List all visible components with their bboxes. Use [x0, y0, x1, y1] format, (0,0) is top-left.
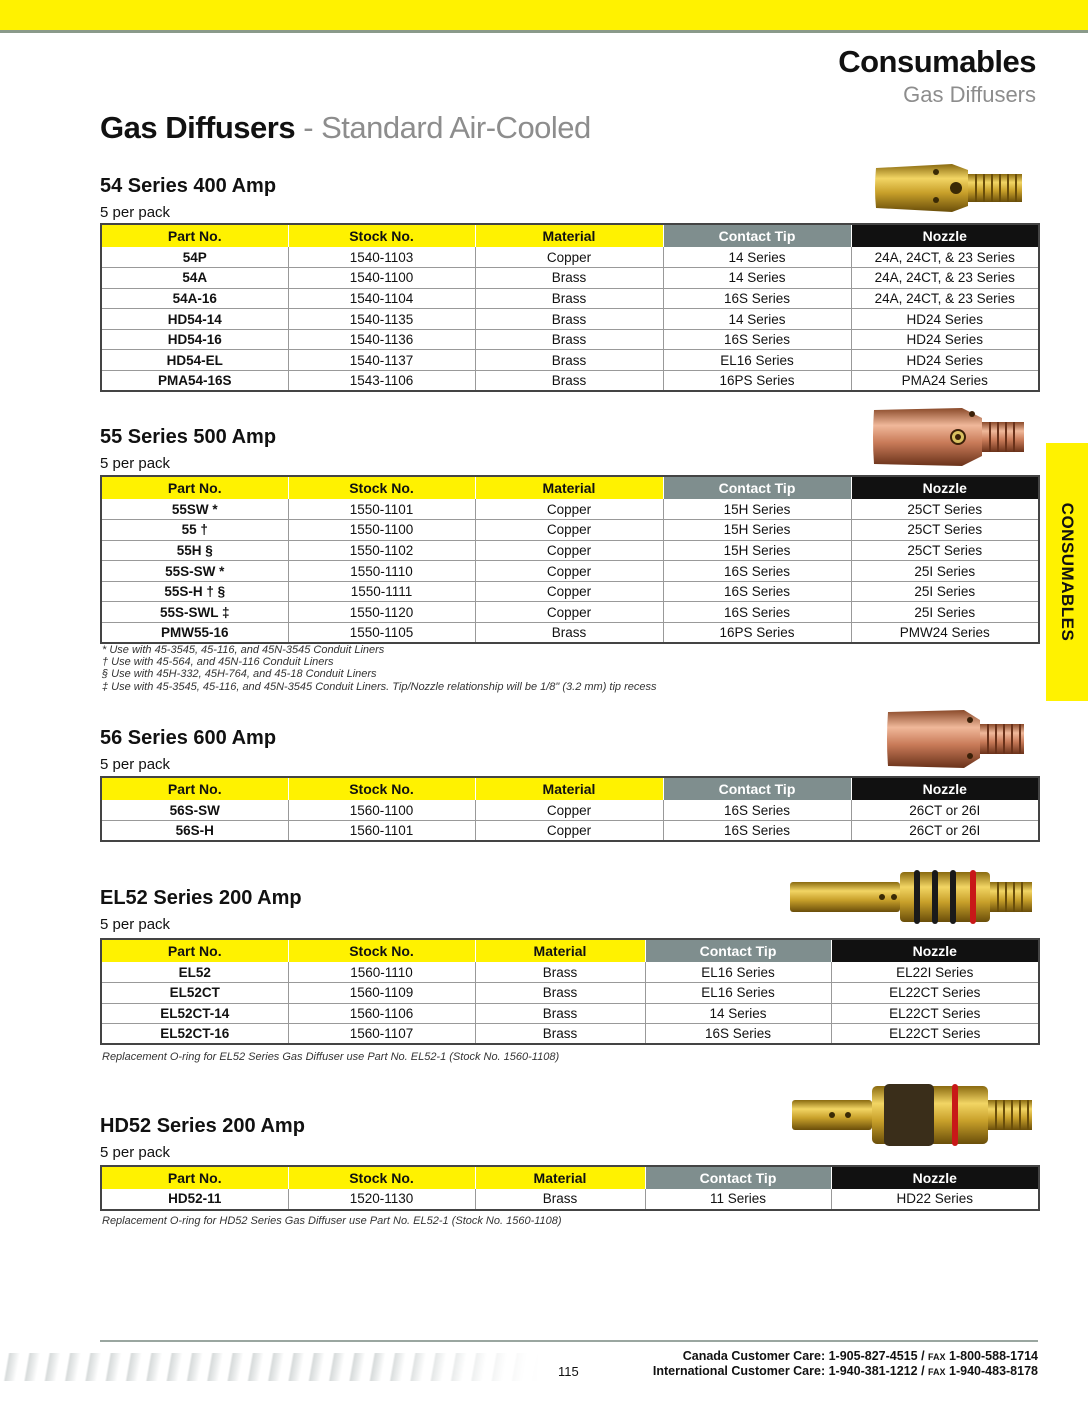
- col-nozzle: Nozzle: [831, 1166, 1039, 1189]
- material: Brass: [475, 1003, 645, 1024]
- nozzle: HD24 Series: [851, 329, 1039, 350]
- nozzle: 24A, 24CT, & 23 Series: [851, 268, 1039, 289]
- intl-label: International Customer Care:: [652, 1364, 826, 1378]
- canada-phone: 1-905-827-4515: [828, 1349, 918, 1363]
- footer-divider: [100, 1340, 1038, 1342]
- contact-tip: 16S Series: [663, 561, 851, 582]
- top-divider: [0, 30, 1088, 33]
- series-title-55: 55 Series 500 Amp: [100, 426, 277, 448]
- material: Copper: [475, 581, 663, 602]
- stock-no: 1550-1120: [288, 602, 475, 623]
- material: Brass: [475, 309, 663, 330]
- table-row: [101, 602, 1039, 623]
- nozzle: EL22CT Series: [831, 1003, 1039, 1024]
- material: Brass: [475, 983, 645, 1004]
- table-row: [101, 499, 1039, 520]
- col-stock-no: Stock No.: [288, 939, 475, 962]
- pack-info-el52: 5 per pack: [100, 916, 171, 933]
- stock-no: 1550-1101: [288, 499, 475, 520]
- material: Copper: [475, 561, 663, 582]
- table-row: [101, 983, 1039, 1004]
- contact-tip: 15H Series: [663, 520, 851, 541]
- intl-fax: 1-940-483-8178: [949, 1364, 1038, 1378]
- material: Copper: [475, 540, 663, 561]
- stock-no: 1540-1135: [288, 309, 475, 330]
- table-row: [101, 1189, 1039, 1210]
- table-row: [101, 309, 1039, 330]
- table-row: [101, 800, 1039, 821]
- nozzle: HD24 Series: [851, 309, 1039, 330]
- contact-tip: 16S Series: [663, 329, 851, 350]
- stock-no: 1550-1111: [288, 581, 475, 602]
- contact-tip: 16S Series: [663, 800, 851, 821]
- material: Copper: [475, 821, 663, 842]
- table-row: [101, 623, 1039, 644]
- col-material: Material: [475, 939, 645, 962]
- contact-tip: EL16 Series: [645, 983, 831, 1004]
- part-no: EL52CT: [101, 983, 288, 1004]
- nozzle: PMW24 Series: [851, 623, 1039, 644]
- material: Brass: [475, 329, 663, 350]
- stock-no: 1560-1107: [288, 1024, 475, 1045]
- col-material: Material: [475, 1166, 645, 1189]
- footnote: § Use with 45H-332, 45H-764, and 45-18 Conduit Liners: [102, 668, 377, 681]
- col-stock-no: Stock No.: [288, 476, 475, 499]
- col-nozzle: Nozzle: [851, 224, 1039, 247]
- separator: /: [921, 1349, 925, 1363]
- table-row: [101, 247, 1039, 268]
- col-material: Material: [475, 476, 663, 499]
- contact-tip: 16S Series: [663, 821, 851, 842]
- page-title-light: - Standard Air-Cooled: [295, 110, 591, 145]
- stock-no: 1520-1130: [288, 1189, 475, 1210]
- table-row: [101, 561, 1039, 582]
- stock-no: 1560-1110: [288, 962, 475, 983]
- col-part-no: Part No.: [101, 1166, 288, 1189]
- table-row: [101, 1003, 1039, 1024]
- canada-label: Canada Customer Care:: [682, 1349, 826, 1363]
- col-stock-no: Stock No.: [288, 1166, 475, 1189]
- part-no: EL52CT-16: [101, 1024, 288, 1045]
- contact-tip: 11 Series: [645, 1189, 831, 1210]
- nozzle: 26CT or 26I: [851, 800, 1039, 821]
- part-no: 55SW *: [101, 499, 288, 520]
- nozzle: EL22I Series: [831, 962, 1039, 983]
- contact-tip: 14 Series: [663, 268, 851, 289]
- col-contact-tip: Contact Tip: [663, 476, 851, 499]
- col-stock-no: Stock No.: [288, 224, 475, 247]
- table-header-row: [101, 224, 1039, 247]
- nozzle: 25I Series: [851, 581, 1039, 602]
- col-part-no: Part No.: [101, 939, 288, 962]
- part-no: 55 †: [101, 520, 288, 541]
- stock-no: 1560-1100: [288, 800, 475, 821]
- nozzle: EL22CT Series: [831, 1024, 1039, 1045]
- series-title-hd52: HD52 Series 200 Amp: [100, 1115, 305, 1137]
- part-no: 54A: [101, 268, 288, 289]
- table-header-row: [101, 777, 1039, 800]
- part-no: EL52CT-14: [101, 1003, 288, 1024]
- nozzle: 25CT Series: [851, 520, 1039, 541]
- table-header-row: [101, 1166, 1039, 1189]
- part-no: HD52-11: [101, 1189, 288, 1210]
- contact-tip: 16S Series: [645, 1024, 831, 1045]
- stock-no: 1540-1137: [288, 350, 475, 371]
- contact-tip: 16S Series: [663, 602, 851, 623]
- material: Brass: [475, 371, 663, 392]
- table-row: [101, 821, 1039, 842]
- col-contact-tip: Contact Tip: [645, 939, 831, 962]
- contact-tip: 15H Series: [663, 499, 851, 520]
- nozzle: 26CT or 26I: [851, 821, 1039, 842]
- stock-no: 1560-1109: [288, 983, 475, 1004]
- col-nozzle: Nozzle: [851, 777, 1039, 800]
- col-contact-tip: Contact Tip: [645, 1166, 831, 1189]
- canada-fax: 1-800-588-1714: [949, 1349, 1038, 1363]
- contact-tip: 16PS Series: [663, 371, 851, 392]
- material: Copper: [475, 602, 663, 623]
- table-row: [101, 350, 1039, 371]
- part-no: HD54-14: [101, 309, 288, 330]
- stock-no: 1560-1101: [288, 821, 475, 842]
- material: Brass: [475, 268, 663, 289]
- col-part-no: Part No.: [101, 777, 288, 800]
- material: Brass: [475, 623, 663, 644]
- stock-no: 1540-1136: [288, 329, 475, 350]
- material: Copper: [475, 247, 663, 268]
- col-part-no: Part No.: [101, 224, 288, 247]
- nozzle: 25CT Series: [851, 499, 1039, 520]
- contact-tip: 14 Series: [663, 247, 851, 268]
- pack-info-55: 5 per pack: [100, 455, 171, 472]
- series-title-el52: EL52 Series 200 Amp: [100, 887, 302, 909]
- nozzle: HD22 Series: [831, 1189, 1039, 1210]
- footnote: † Use with 45-564, and 45N-116 Conduit Liners: [102, 656, 334, 669]
- material: Brass: [475, 288, 663, 309]
- contact-tip: 14 Series: [645, 1003, 831, 1024]
- separator: /: [921, 1364, 925, 1378]
- nozzle: 25I Series: [851, 602, 1039, 623]
- table-row: [101, 1024, 1039, 1045]
- footnote: ‡ Use with 45-3545, 45-116, and 45N-3545 Conduit Liners. Tip/Nozzle relationship will be 1/8" (3.2 mm) tip recess: [102, 680, 657, 693]
- nozzle: EL22CT Series: [831, 983, 1039, 1004]
- contact-tip: 16PS Series: [663, 623, 851, 644]
- contact-tip: EL16 Series: [663, 350, 851, 371]
- stock-no: 1550-1102: [288, 540, 475, 561]
- part-no: HD54-16: [101, 329, 288, 350]
- pack-info-54: 5 per pack: [100, 204, 171, 221]
- nozzle: 24A, 24CT, & 23 Series: [851, 247, 1039, 268]
- canada-customer-care: [683, 1349, 1038, 1363]
- material: Copper: [475, 499, 663, 520]
- nozzle: 25I Series: [851, 561, 1039, 582]
- gas-diffuser-hd52-image: [788, 1080, 1036, 1150]
- part-no: EL52: [101, 962, 288, 983]
- contact-tip: 16S Series: [663, 288, 851, 309]
- part-no: 55S-H † §: [101, 581, 288, 602]
- nozzle: PMA24 Series: [851, 371, 1039, 392]
- col-stock-no: Stock No.: [288, 777, 475, 800]
- parts-table-55: [100, 475, 1040, 644]
- pack-info-56: 5 per pack: [100, 756, 171, 773]
- section-subtitle: Gas Diffusers: [903, 82, 1036, 107]
- footnote-el52: Replacement O-ring for EL52 Series Gas Diffuser use Part No. EL52-1 (Stock No. 1560-1108): [102, 1051, 560, 1063]
- part-no: PMW55-16: [101, 623, 288, 644]
- table-header-row: [101, 939, 1039, 962]
- nozzle: HD24 Series: [851, 350, 1039, 371]
- material: Copper: [475, 520, 663, 541]
- stock-no: 1540-1103: [288, 247, 475, 268]
- side-tab-label: CONSUMABLES: [1058, 502, 1077, 642]
- part-no: 56S-H: [101, 821, 288, 842]
- material: Brass: [475, 350, 663, 371]
- material: Brass: [475, 962, 645, 983]
- contact-tip: EL16 Series: [645, 962, 831, 983]
- table-row: [101, 581, 1039, 602]
- section-title: Consumables: [838, 44, 1036, 79]
- fax-label: FAX: [928, 1367, 946, 1377]
- table-row: [101, 371, 1039, 392]
- page-title-bold: Gas Diffusers: [100, 110, 296, 145]
- page-title: [100, 110, 591, 146]
- footnote: * Use with 45-3545, 45-116, and 45N-3545 Conduit Liners: [102, 644, 385, 656]
- part-no: 55H §: [101, 540, 288, 561]
- stock-no: 1550-1105: [288, 623, 475, 644]
- table-row: [101, 962, 1039, 983]
- contact-tip: 15H Series: [663, 540, 851, 561]
- side-tab: [1046, 443, 1088, 701]
- series-title-54: 54 Series 400 Amp: [100, 175, 277, 197]
- top-yellow-bar: [0, 0, 1088, 30]
- part-no: PMA54-16S: [101, 371, 288, 392]
- col-part-no: Part No.: [101, 476, 288, 499]
- material: Brass: [475, 1189, 645, 1210]
- footer-decoration: [0, 1353, 540, 1381]
- part-no: 55S-SWL ‡: [101, 602, 288, 623]
- col-contact-tip: Contact Tip: [663, 224, 851, 247]
- fax-label: FAX: [928, 1352, 946, 1362]
- stock-no: 1550-1100: [288, 520, 475, 541]
- nozzle: 25CT Series: [851, 540, 1039, 561]
- parts-table-el52: [100, 938, 1040, 1045]
- parts-table-54: [100, 223, 1040, 392]
- stock-no: 1540-1104: [288, 288, 475, 309]
- gas-diffuser-54-image: [872, 158, 1028, 218]
- part-no: 54P: [101, 247, 288, 268]
- parts-table-56: [100, 776, 1040, 842]
- col-material: Material: [475, 777, 663, 800]
- international-customer-care: [653, 1364, 1038, 1378]
- stock-no: 1550-1110: [288, 561, 475, 582]
- pack-info-hd52: 5 per pack: [100, 1144, 171, 1161]
- stock-no: 1560-1106: [288, 1003, 475, 1024]
- footnotes-55: [102, 644, 657, 693]
- col-nozzle: Nozzle: [851, 476, 1039, 499]
- material: Copper: [475, 800, 663, 821]
- parts-table-hd52: [100, 1165, 1040, 1211]
- part-no: 56S-SW: [101, 800, 288, 821]
- table-row: [101, 268, 1039, 289]
- gas-diffuser-el52-image: [786, 866, 1036, 928]
- intl-phone: 1-940-381-1212: [828, 1364, 918, 1378]
- table-row: [101, 329, 1039, 350]
- nozzle: 24A, 24CT, & 23 Series: [851, 288, 1039, 309]
- page-number: 115: [558, 1364, 579, 1379]
- footnote-hd52: Replacement O-ring for HD52 Series Gas Diffuser use Part No. EL52-1 (Stock No. 1560-1108): [102, 1215, 562, 1227]
- table-row: [101, 520, 1039, 541]
- part-no: 54A-16: [101, 288, 288, 309]
- gas-diffuser-56-image: [886, 708, 1028, 770]
- gas-diffuser-55-image: [872, 404, 1028, 470]
- contact-tip: 16S Series: [663, 581, 851, 602]
- stock-no: 1540-1100: [288, 268, 475, 289]
- series-title-56: 56 Series 600 Amp: [100, 727, 277, 749]
- table-row: [101, 288, 1039, 309]
- material: Brass: [475, 1024, 645, 1045]
- contact-tip: 14 Series: [663, 309, 851, 330]
- col-nozzle: Nozzle: [831, 939, 1039, 962]
- part-no: 55S-SW *: [101, 561, 288, 582]
- col-contact-tip: Contact Tip: [663, 777, 851, 800]
- stock-no: 1543-1106: [288, 371, 475, 392]
- table-row: [101, 540, 1039, 561]
- table-header-row: [101, 476, 1039, 499]
- col-material: Material: [475, 224, 663, 247]
- part-no: HD54-EL: [101, 350, 288, 371]
